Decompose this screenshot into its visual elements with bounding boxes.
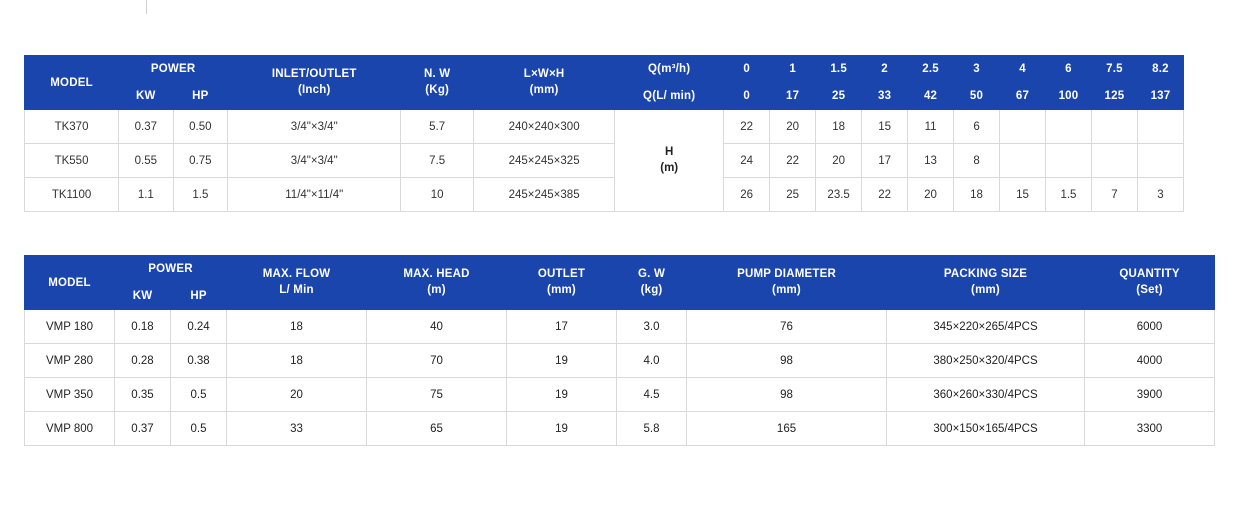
- t2-r3-model: VMP 800: [25, 412, 115, 446]
- t2-r0-gw: 3.0: [617, 310, 687, 344]
- t1-r0-kw: 0.37: [119, 110, 174, 144]
- t1-header-kw: KW: [119, 83, 174, 110]
- t1-r1-h0: 24: [724, 144, 770, 178]
- t1-head-unit: (m): [660, 161, 679, 174]
- t2-r0-max-flow: 18: [227, 310, 367, 344]
- t1-r2-nw: 10: [401, 178, 474, 212]
- t2-r0-kw: 0.18: [115, 310, 171, 344]
- t2-header-kw: KW: [115, 283, 171, 310]
- t1-header-flow-5: 3: [954, 56, 1000, 83]
- t1-header-nw: [401, 56, 474, 110]
- t2-header-max-head-unit: (m): [427, 283, 446, 296]
- t2-header-outlet-unit: (mm): [547, 283, 576, 296]
- t1-r2-h3: 22: [862, 178, 908, 212]
- t1-header-q-m3h: Q(m³/h): [615, 56, 724, 83]
- t1-header-nw-unit: (Kg): [425, 83, 450, 96]
- t2-header-power: POWER: [115, 256, 227, 283]
- t1-header-flow-0: 0: [724, 56, 770, 83]
- t2-r3-packing-size: 300×150×165/4PCS: [887, 412, 1085, 446]
- table-row: [25, 378, 1215, 412]
- t1-r1-h5: 8: [954, 144, 1000, 178]
- t2-r1-gw: 4.0: [617, 344, 687, 378]
- t1-r2-h0: 26: [724, 178, 770, 212]
- t1-header-lmin-9: 137: [1137, 83, 1183, 110]
- t2-r3-outlet: 19: [507, 412, 617, 446]
- t1-header-flow-7: 6: [1045, 56, 1091, 83]
- t2-r2-max-head: 75: [367, 378, 507, 412]
- t2-r0-model: VMP 180: [25, 310, 115, 344]
- t1-header-inlet-outlet-unit: (Inch): [297, 83, 331, 96]
- t1-r2-h6: 15: [1000, 178, 1046, 212]
- t1-head-unit-cell: [615, 110, 724, 212]
- t1-r1-kw: 0.55: [119, 144, 174, 178]
- t1-r0-h5: 6: [954, 110, 1000, 144]
- t1-r1-h8: [1091, 144, 1137, 178]
- t2-r1-quantity: 4000: [1085, 344, 1215, 378]
- t2-r0-pump-diameter: 76: [687, 310, 887, 344]
- t1-header-lmin-8: 125: [1091, 83, 1137, 110]
- t1-r1-h9: [1137, 144, 1183, 178]
- table-row: [25, 310, 1215, 344]
- t2-r3-max-flow: 33: [227, 412, 367, 446]
- t1-r1-hp: 0.75: [173, 144, 228, 178]
- top-divider: [146, 0, 147, 14]
- t1-header-q-lmin: Q(L/ min): [615, 83, 724, 110]
- t2-header-quantity-unit: (Set): [1136, 283, 1163, 296]
- t2-header-packing-size: [887, 256, 1085, 310]
- t2-r0-outlet: 17: [507, 310, 617, 344]
- t1-r0-h4: 11: [908, 110, 954, 144]
- t1-r2-h4: 20: [908, 178, 954, 212]
- t1-r2-kw: 1.1: [119, 178, 174, 212]
- t2-header-pump-diameter-unit: (mm): [772, 283, 801, 296]
- t1-header-nw-label: N. W: [424, 67, 451, 80]
- t1-r0-h6: [1000, 110, 1046, 144]
- t1-header-lmin-6: 67: [1000, 83, 1046, 110]
- t1-r0-h7: [1045, 110, 1091, 144]
- t1-header-lmin-5: 50: [954, 83, 1000, 110]
- t2-r2-pump-diameter: 98: [687, 378, 887, 412]
- t1-header-flow-2: 1.5: [816, 56, 862, 83]
- t1-r1-h6: [1000, 144, 1046, 178]
- t2-r0-max-head: 40: [367, 310, 507, 344]
- table1-header-row-1: [25, 56, 1184, 83]
- t2-r1-max-head: 70: [367, 344, 507, 378]
- t1-r0-h3: 15: [862, 110, 908, 144]
- t1-header-hp: HP: [173, 83, 228, 110]
- t2-header-quantity-label: QUANTITY: [1119, 267, 1180, 280]
- t1-r2-h5: 18: [954, 178, 1000, 212]
- t1-r2-lwh: 245×245×385: [474, 178, 615, 212]
- t1-r1-h7: [1045, 144, 1091, 178]
- t1-r0-h0: 22: [724, 110, 770, 144]
- t1-r0-h8: [1091, 110, 1137, 144]
- pump-performance-table: [24, 55, 1184, 212]
- t1-header-flow-6: 4: [1000, 56, 1046, 83]
- t1-r0-lwh: 240×240×300: [474, 110, 615, 144]
- t1-header-lwh-label: L×W×H: [523, 67, 565, 80]
- t2-r2-hp: 0.5: [171, 378, 227, 412]
- t1-header-lwh-unit: (mm): [529, 83, 559, 96]
- t1-r1-h2: 20: [816, 144, 862, 178]
- t2-r2-outlet: 19: [507, 378, 617, 412]
- t1-r0-nw: 5.7: [401, 110, 474, 144]
- t2-r0-quantity: 6000: [1085, 310, 1215, 344]
- t1-r1-nw: 7.5: [401, 144, 474, 178]
- t2-header-max-head-label: MAX. HEAD: [403, 267, 470, 280]
- t1-r2-h1: 25: [770, 178, 816, 212]
- t1-header-lmin-4: 42: [908, 83, 954, 110]
- t2-r3-gw: 5.8: [617, 412, 687, 446]
- t1-header-flow-1: 1: [770, 56, 816, 83]
- t1-header-model: MODEL: [25, 56, 119, 110]
- t2-r2-kw: 0.35: [115, 378, 171, 412]
- t2-r2-max-flow: 20: [227, 378, 367, 412]
- t2-r0-hp: 0.24: [171, 310, 227, 344]
- table-row: [25, 344, 1215, 378]
- t1-r0-model: TK370: [25, 110, 119, 144]
- t2-header-packing-size-label: PACKING SIZE: [943, 267, 1028, 280]
- t2-r3-max-head: 65: [367, 412, 507, 446]
- t2-header-model: MODEL: [25, 256, 115, 310]
- t1-header-flow-3: 2: [862, 56, 908, 83]
- t1-r2-inlet-outlet: 11/4"×11/4": [228, 178, 401, 212]
- t1-header-lmin-7: 100: [1045, 83, 1091, 110]
- t1-r2-h9: 3: [1137, 178, 1183, 212]
- table-row: [25, 110, 1184, 144]
- table-row: [25, 178, 1184, 212]
- t1-head-label: H: [665, 145, 674, 158]
- t1-r2-model: TK1100: [25, 178, 119, 212]
- t2-r1-max-flow: 18: [227, 344, 367, 378]
- table2-header-row-1: [25, 256, 1215, 283]
- t1-header-inlet-outlet: [228, 56, 401, 110]
- t2-r3-quantity: 3300: [1085, 412, 1215, 446]
- t1-header-inlet-outlet-label: INLET/OUTLET: [271, 67, 357, 80]
- t2-r1-packing-size: 380×250×320/4PCS: [887, 344, 1085, 378]
- t1-r0-inlet-outlet: 3/4"×3/4": [228, 110, 401, 144]
- t1-r1-h1: 22: [770, 144, 816, 178]
- t2-r2-gw: 4.5: [617, 378, 687, 412]
- t1-header-flow-4: 2.5: [908, 56, 954, 83]
- t1-r2-h7: 1.5: [1045, 178, 1091, 212]
- t1-r1-lwh: 245×245×325: [474, 144, 615, 178]
- t2-r3-kw: 0.37: [115, 412, 171, 446]
- t1-r1-h3: 17: [862, 144, 908, 178]
- t2-r0-packing-size: 345×220×265/4PCS: [887, 310, 1085, 344]
- t2-r2-quantity: 3900: [1085, 378, 1215, 412]
- t2-r2-packing-size: 360×260×330/4PCS: [887, 378, 1085, 412]
- table-row: [25, 144, 1184, 178]
- t1-header-flow-9: 8.2: [1137, 56, 1183, 83]
- t1-r2-h2: 23.5: [816, 178, 862, 212]
- t2-header-pump-diameter-label: PUMP DIAMETER: [737, 267, 836, 280]
- t2-header-outlet-label: OUTLET: [537, 267, 586, 280]
- t2-r1-hp: 0.38: [171, 344, 227, 378]
- t2-r2-model: VMP 350: [25, 378, 115, 412]
- t2-header-gw-label: G. W: [638, 267, 666, 280]
- t2-r1-kw: 0.28: [115, 344, 171, 378]
- t2-r1-pump-diameter: 98: [687, 344, 887, 378]
- t2-r1-model: VMP 280: [25, 344, 115, 378]
- t1-r1-h4: 13: [908, 144, 954, 178]
- t2-header-gw: [617, 256, 687, 310]
- t1-header-power: POWER: [119, 56, 228, 83]
- t2-header-packing-size-unit: (mm): [971, 283, 1000, 296]
- t1-r2-h8: 7: [1091, 178, 1137, 212]
- t1-header-lmin-1: 17: [770, 83, 816, 110]
- t1-header-lmin-3: 33: [862, 83, 908, 110]
- t1-r1-inlet-outlet: 3/4"×3/4": [228, 144, 401, 178]
- t2-header-outlet: [507, 256, 617, 310]
- t1-r2-hp: 1.5: [173, 178, 228, 212]
- t1-r1-model: TK550: [25, 144, 119, 178]
- t2-header-max-flow-label: MAX. FLOW: [262, 267, 331, 280]
- t2-header-max-head: [367, 256, 507, 310]
- t1-header-lwh: [474, 56, 615, 110]
- t2-header-hp: HP: [171, 283, 227, 310]
- t2-r3-pump-diameter: 165: [687, 412, 887, 446]
- t1-header-flow-8: 7.5: [1091, 56, 1137, 83]
- t1-r0-h1: 20: [770, 110, 816, 144]
- t2-r3-hp: 0.5: [171, 412, 227, 446]
- pump-packing-table: [24, 255, 1215, 446]
- t1-r0-hp: 0.50: [173, 110, 228, 144]
- t2-header-max-flow-unit: L/ Min: [279, 283, 314, 296]
- t1-r0-h2: 18: [816, 110, 862, 144]
- t1-header-lmin-0: 0: [724, 83, 770, 110]
- t1-r0-h9: [1137, 110, 1183, 144]
- table-row: [25, 412, 1215, 446]
- t2-r1-outlet: 19: [507, 344, 617, 378]
- t1-header-lmin-2: 25: [816, 83, 862, 110]
- t2-header-max-flow: [227, 256, 367, 310]
- t2-header-gw-unit: (kg): [640, 283, 663, 296]
- t2-header-pump-diameter: [687, 256, 887, 310]
- t2-header-quantity: [1085, 256, 1215, 310]
